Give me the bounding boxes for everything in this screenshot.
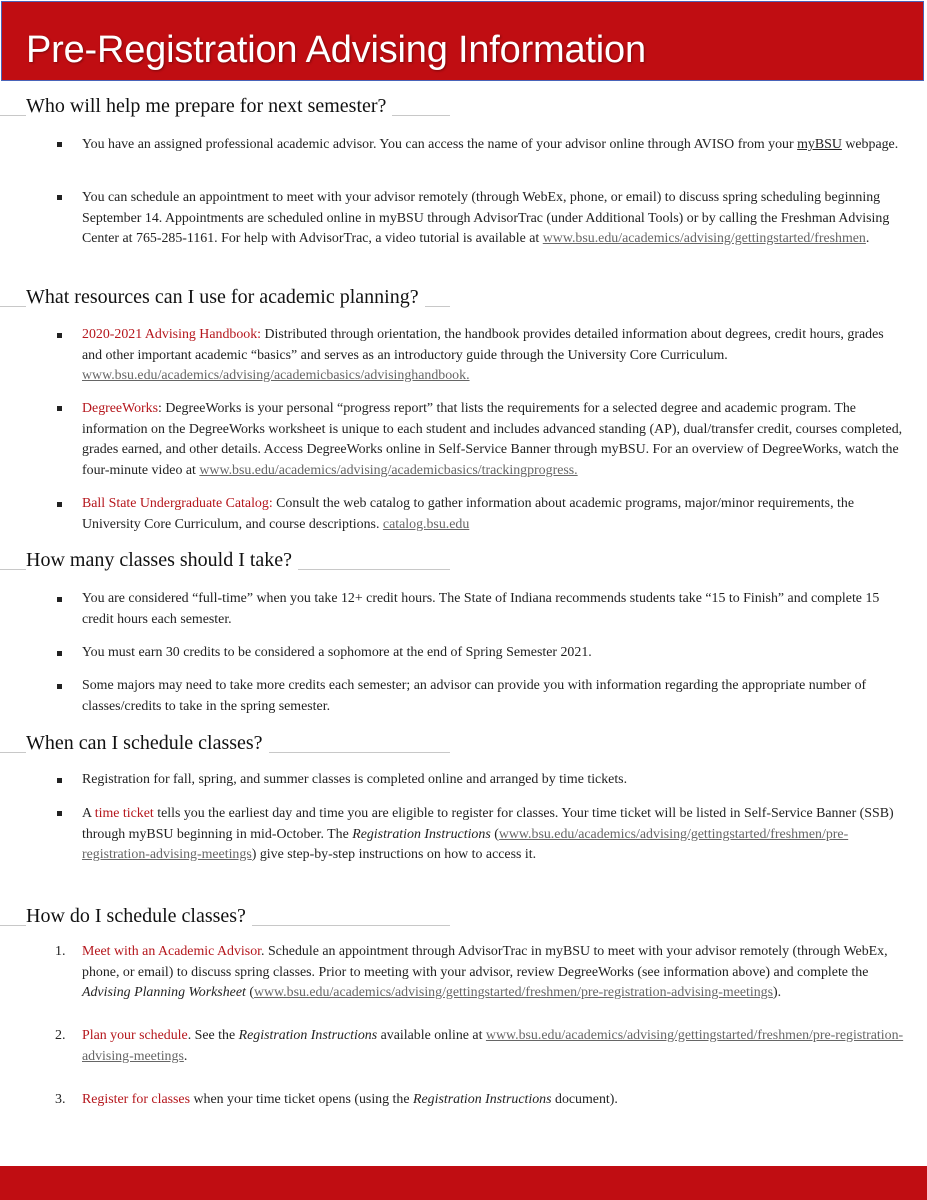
- time-ticket-label: time ticket: [94, 806, 154, 821]
- list-item: Ball State Undergraduate Catalog: Consult the web catalog to gather information about academic programs, major/minor requirements, the University Core Curriculum, and course descriptions. catalog.bsu.edu: [82, 496, 854, 532]
- catalog-label: Ball State Undergraduate Catalog:: [82, 496, 273, 511]
- catalog-link[interactable]: catalog.bsu.edu: [382, 516, 470, 532]
- degreeworks-video-link[interactable]: www.bsu.edu/academics/advising/academicbasics/trackingprogress.: [199, 462, 578, 478]
- section-heading-who-will-help: Who will help me prepare for next semester?: [26, 93, 392, 119]
- list-number: 3.: [55, 1092, 66, 1107]
- bullet-marker: [57, 811, 62, 816]
- list-item: Meet with an Academic Advisor. Schedule an appointment through AdvisorTrac in myBSU to meet with your advisor remotely (through WebEx, phone, or email) to discuss spring classes. Prior to meeting with your advisor, review DegreeWorks (see information above) and complete the Advising Planning Worksheet (www.bsu.edu/academics/advising/gettingstarted/freshmen/pre-registration-advising-meetings).: [82, 944, 888, 1000]
- registration-instructions-link[interactable]: www.bsu.edu/academics/advising/gettingstarted/freshmen/pre-registration-advising-meetings: [82, 826, 849, 862]
- list-item: Registration for fall, spring, and summer classes is completed online and arranged by time tickets.: [82, 772, 628, 787]
- section-heading-resources: What resources can I use for academic planning?: [26, 284, 425, 310]
- bullet-marker: [57, 502, 62, 507]
- list-item: 2020-2021 Advising Handbook: Distributed through orientation, the handbook provides detailed information about degrees, credit hours, grades and other important academic “basics” and serves as an introductory guide through the University Core Curriculum. www.bsu.edu/academics/advising/academicbasics/advisinghandbook.: [82, 327, 884, 383]
- register-classes-label: Register for classes: [82, 1092, 191, 1107]
- mybsu-text: myBSU: [797, 137, 842, 152]
- page-title: Pre-Registration Advising Information: [26, 29, 646, 71]
- section-heading-how-many-classes: How many classes should I take?: [26, 547, 298, 573]
- section-heading-when-schedule: When can I schedule classes?: [26, 730, 269, 756]
- list-number: 2.: [55, 1028, 66, 1043]
- degreeworks-label: DegreeWorks: [82, 401, 159, 416]
- list-item: You must earn 30 credits to be considered a sophomore at the end of Spring Semester 2021.: [82, 645, 592, 660]
- bullet-marker: [57, 651, 62, 656]
- list-item: You are considered “full-time” when you take 12+ credit hours. The State of Indiana recommends students take “15 to Finish” and complete 15 credit hours each semester.: [82, 591, 880, 627]
- list-item: A time ticket tells you the earliest day and time you are eligible to register for classes. Your time ticket will be listed in Self-Service Banner (SSB) through myBSU beginning in mid-October. The Registration Instructions (www.bsu.edu/academics/advising/gettingstarted/freshmen/pre-registration-advising-meetings) give step-by-step instructions on how to access it.: [82, 806, 894, 862]
- advisortrac-tutorial-link[interactable]: www.bsu.edu/academics/advising/gettingstarted/freshmen: [542, 231, 866, 246]
- meet-advisor-label: Meet with an Academic Advisor: [82, 944, 261, 959]
- section-heading-how-schedule: How do I schedule classes?: [26, 903, 252, 929]
- registration-instructions-online-link[interactable]: www.bsu.edu/academics/advising/gettingstarted/freshmen/pre-registration-advising-meetings: [82, 1028, 904, 1064]
- bullet-marker: [57, 684, 62, 689]
- list-item: You can schedule an appointment to meet with your advisor remotely (through WebEx, phone, or email) to discuss spring scheduling beginning September 14. Appointments are scheduled online in myBSU through AdvisorTrac (under Additional Tools) or by calling the Freshman Advising Center at 765-285-1161. For help with AdvisorTrac, a video tutorial is available at www.bsu.edu/academics/advising/gettingstarted/freshmen.: [82, 190, 890, 246]
- list-item: Register for classes when your time ticket opens (using the Registration Instructions document).: [82, 1092, 618, 1107]
- bullet-marker: [57, 195, 62, 200]
- list-item: You have an assigned professional academic advisor. You can access the name of your advisor online through AVISO from your myBSU webpage.: [82, 137, 899, 152]
- bullet-marker: [57, 597, 62, 602]
- advising-handbook-link[interactable]: www.bsu.edu/academics/advising/academicbasics/advisinghandbook.: [82, 368, 470, 383]
- bullet-marker: [57, 142, 62, 147]
- plan-schedule-label: Plan your schedule: [82, 1028, 188, 1043]
- footer-band: [0, 1166, 927, 1200]
- list-item: Plan your schedule. See the Registration Instructions available online at www.bsu.edu/academics/advising/gettingstarted/freshmen/pre-registration-advising-meetings.: [82, 1028, 904, 1064]
- bullet-marker: [57, 333, 62, 338]
- list-item: Some majors may need to take more credits each semester; an advisor can provide you with information regarding the appropriate number of classes/credits to take in the spring semester.: [82, 678, 867, 714]
- advising-handbook-label: 2020-2021 Advising Handbook:: [82, 327, 262, 342]
- planning-worksheet-link[interactable]: www.bsu.edu/academics/advising/gettingstarted/freshmen/pre-registration-advising-meetings: [253, 985, 774, 1000]
- bullet-marker: [57, 406, 62, 411]
- bullet-marker: [57, 778, 62, 783]
- list-item: DegreeWorks: DegreeWorks is your personal “progress report” that lists the requirements for a selected degree and academic program. The information on the DegreeWorks worksheet is unique to each student and includes advanced standing (AP), dual/transfer credit, courses completed, grades earned, and other details. Access DegreeWorks online in Self-Service Banner through myBSU. For an overview of DegreeWorks, watch the four-minute video at www.bsu.edu/academics/advising/academicbasics/trackingprogress.: [82, 401, 903, 478]
- list-number: 1.: [55, 944, 66, 959]
